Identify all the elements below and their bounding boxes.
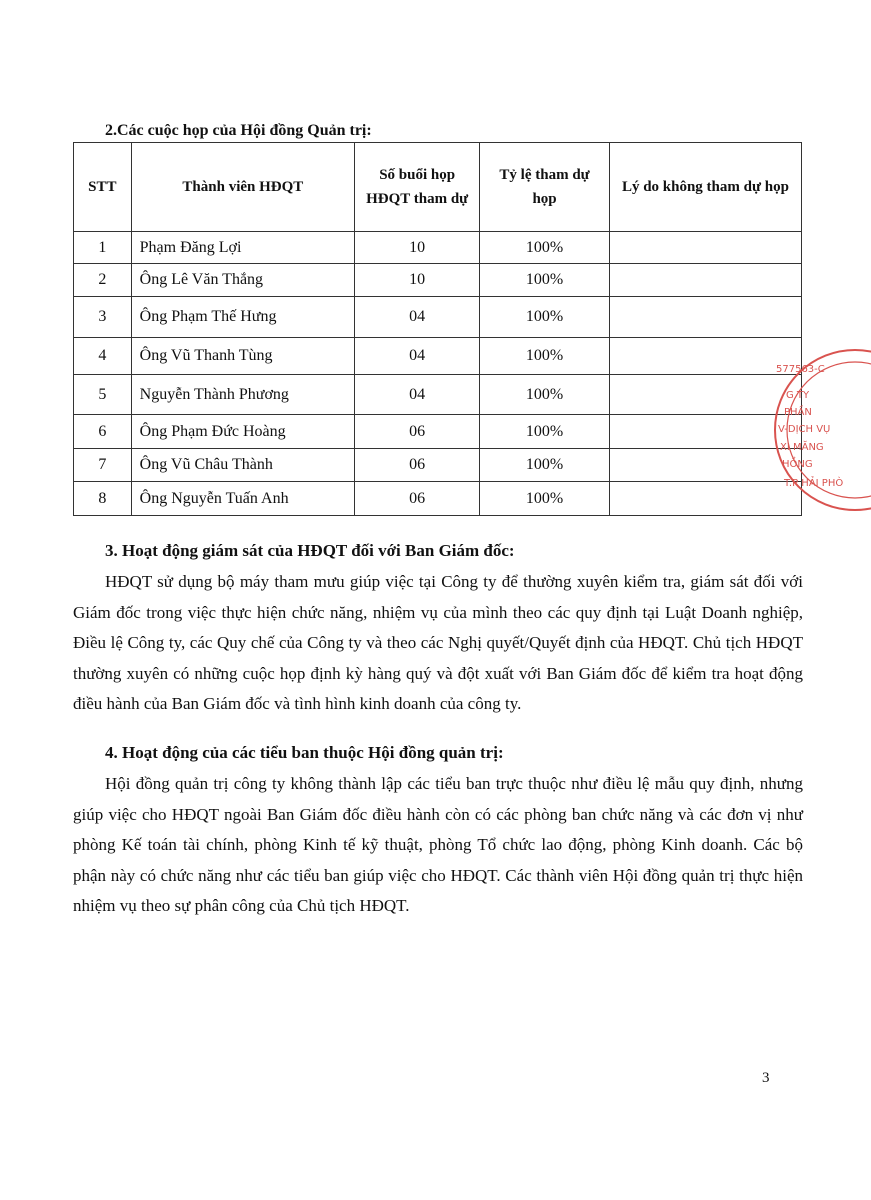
seal-line-2: G TY [786,390,810,401]
cell-rate: 100% [480,415,610,449]
section-2-title: 2.Các cuộc họp của Hội đồng Quản trị: [105,122,372,139]
cell-reason [609,264,801,297]
cell-reason [609,232,801,264]
cell-rate: 100% [480,338,610,375]
company-seal-stamp [770,340,871,515]
cell-name: Ông Lê Văn Thắng [131,264,354,297]
table-row [74,415,802,449]
cell-name: Ông Nguyễn Tuấn Anh [131,482,354,516]
table-row [74,375,802,415]
cell-name: Ông Phạm Đức Hoàng [131,415,354,449]
table-row [74,264,802,297]
cell-sessions: 04 [355,375,480,415]
cell-name: Ông Vũ Thanh Tùng [131,338,354,375]
section-4-paragraph: Hội đồng quản trị công ty không thành lập các tiểu ban trực thuộc như điều lệ mẫu quy định, nhưng giúp việc cho HĐQT ngoài Ban Giám đốc điều hành còn có các phòng ban chức năng và các đơn vị như phòng Kế toán tài chính, phòng Kinh tế kỹ thuật, phòng Tổ chức lao động, phòng Kinh doanh. Các bộ phận này có chức năng như các tiểu ban giúp việc cho HĐQT. Các thành viên Hội đồng quản trị thực hiện nhiệm vụ theo sự phân công của Chủ tịch HĐQT. [73,774,803,915]
cell-name: Phạm Đăng Lợi [131,232,354,264]
page-number: 3 [762,1070,770,1086]
header-stt: STT [74,143,132,232]
section-4-heading: 4. Hoạt động của các tiểu ban thuộc Hội đồng quản trị: [105,743,504,762]
table-row [74,482,802,516]
seal-line-4: V-DỊCH VỤ [778,424,831,435]
cell-rate: 100% [480,297,610,338]
table-header-row [74,143,802,232]
cell-sessions: 10 [355,264,480,297]
table-row [74,449,802,482]
cell-stt: 6 [74,415,132,449]
table-row [74,338,802,375]
seal-line-7: T.P HẢI PHÒ [784,478,844,489]
cell-rate: 100% [480,375,610,415]
section-3-paragraph: HĐQT sử dụng bộ máy tham mưu giúp việc tại Công ty để thường xuyên kiểm tra, giám sát đối với Giám đốc trong việc thực hiện chức năng, nhiệm vụ của mình theo các quy định tại Luật Doanh nghiệp, Điều lệ Công ty, các Quy chế của Công ty và theo các Nghị quyết/Quyết định của HĐQT. Chủ tịch HĐQT thường xuyên có những cuộc họp định kỳ hàng quý và đột xuất với Ban Giám đốc để kiểm tra hoạt động điều hành của Ban Giám đốc và tình hình kinh doanh của công ty. [73,572,803,713]
cell-reason [609,297,801,338]
cell-sessions: 06 [355,415,480,449]
cell-rate: 100% [480,232,610,264]
cell-rate: 100% [480,449,610,482]
seal-line-1: 577563-C [776,364,825,375]
header-sessions: Số buổi họp HĐQT tham dự [355,143,480,232]
cell-rate: 100% [480,264,610,297]
cell-name: Ông Vũ Châu Thành [131,449,354,482]
cell-stt: 4 [74,338,132,375]
table-row [74,297,802,338]
header-member: Thành viên HĐQT [131,143,354,232]
cell-sessions: 04 [355,338,480,375]
seal-line-3: PHẦN [784,407,812,418]
cell-stt: 1 [74,232,132,264]
meeting-attendance-table [73,142,802,516]
table-row [74,232,802,264]
seal-line-5: XI MĂNG [780,442,824,453]
cell-stt: 2 [74,264,132,297]
cell-rate: 100% [480,482,610,516]
cell-stt: 3 [74,297,132,338]
cell-sessions: 06 [355,482,480,516]
cell-name: Nguyễn Thành Phương [131,375,354,415]
header-rate: Tỷ lệ tham dự họp [480,143,610,232]
header-reason: Lý do không tham dự họp [609,143,801,232]
cell-sessions: 04 [355,297,480,338]
cell-stt: 7 [74,449,132,482]
cell-name: Ông Phạm Thế Hưng [131,297,354,338]
section-3-heading: 3. Hoạt động giám sát của HĐQT đối với Ban Giám đốc: [105,541,515,560]
cell-sessions: 06 [355,449,480,482]
cell-sessions: 10 [355,232,480,264]
cell-stt: 5 [74,375,132,415]
cell-stt: 8 [74,482,132,516]
seal-line-6: HỒNG [782,459,813,470]
